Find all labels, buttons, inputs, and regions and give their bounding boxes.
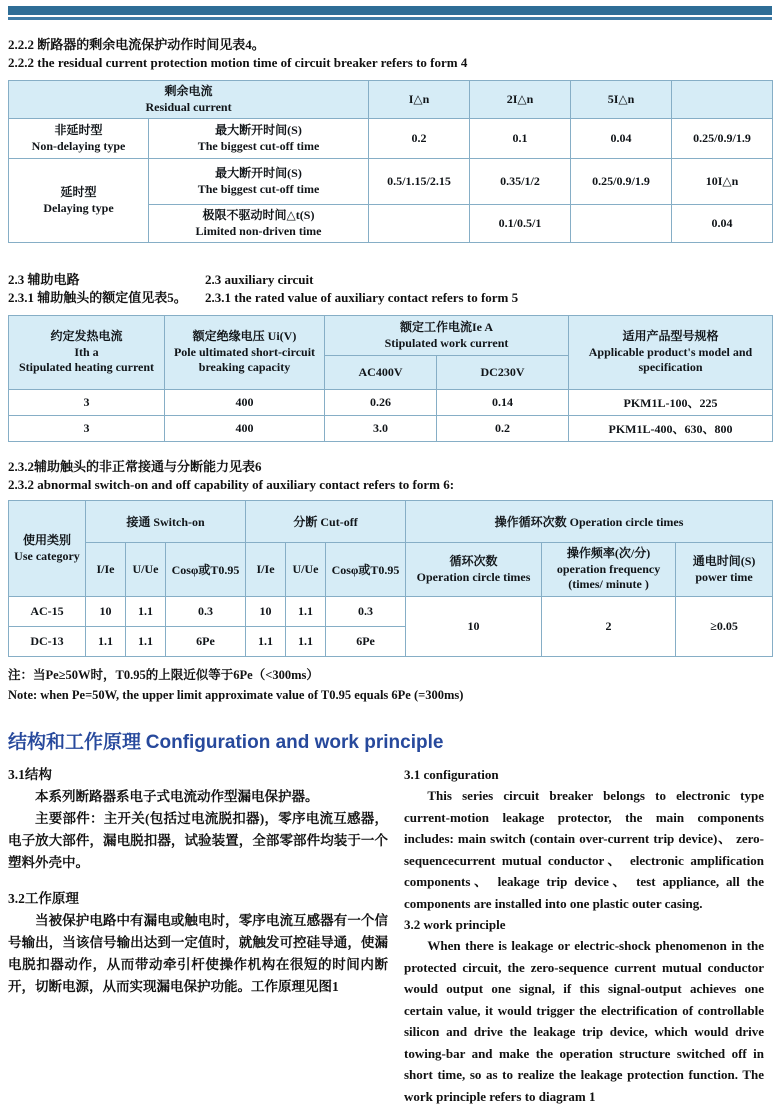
table-cell: DC230V bbox=[437, 356, 569, 390]
heading-zh: 2.3 辅助电路 bbox=[8, 272, 80, 287]
table-cell: 0.04 bbox=[672, 205, 773, 243]
cell-text-en: Delaying type bbox=[43, 200, 114, 215]
table-cell bbox=[9, 501, 86, 597]
table-cell: U/Ue bbox=[126, 543, 166, 597]
table-cell bbox=[676, 543, 773, 597]
table-cell: 10I△n bbox=[672, 159, 773, 205]
table-row bbox=[9, 597, 773, 627]
table-cell: PKM1L-100、225 bbox=[569, 390, 773, 416]
table-cell: 3 bbox=[9, 390, 165, 416]
auxiliary-capability-table bbox=[8, 500, 773, 657]
table-cell bbox=[149, 119, 369, 159]
table-cell: 2 bbox=[542, 597, 676, 657]
paragraph: When there is leakage or electric-shock phenomenon in the protected circuit, the zero-sequence current mutual conductor would output one signal, if this signal-output achieves one certain value, it would trigger the electrification of controllable silicon and drive the leakage trip device, which would drive towing-bar and make the operation structure switched off in short time, so as to realize the leakage protection function. The work principle refers to diagram 1 bbox=[404, 938, 764, 1104]
cell-text-en: Pole ultimated short-circuit breaking capacity bbox=[173, 344, 316, 375]
table-cell bbox=[165, 316, 325, 390]
table-cell: 400 bbox=[165, 390, 325, 416]
table-cell: 10 bbox=[86, 597, 126, 627]
table-cell bbox=[9, 81, 369, 119]
table-cell: 1.1 bbox=[286, 627, 326, 657]
cell-text: Ith a bbox=[74, 344, 99, 359]
table-header-row bbox=[9, 81, 773, 119]
table-cell: 6Pe bbox=[326, 627, 406, 657]
cell-text-en: Stipulated heating current bbox=[18, 360, 155, 375]
cell-text-en: Non-delaying type bbox=[31, 138, 126, 153]
table-cell bbox=[569, 316, 773, 390]
table-note bbox=[8, 665, 772, 705]
residual-current-table bbox=[8, 80, 773, 243]
paragraph: 当被保护电路中有漏电或触电时，零序电流互感器有一个信号输出，当该信号输出达到一定值时，就触发可控硅导通，使漏电脱扣器动作，从而带动牵引杆使操作机构在很短的时间内断开，切断电源，从而实现漏电保护功能。工作原理见图1 bbox=[8, 913, 388, 994]
table-cell: 0.2 bbox=[369, 119, 470, 159]
heading-zh: 2.2.2 断路器的剩余电流保护动作时间见表4。 bbox=[8, 37, 265, 52]
heading-en: 2.3 auxiliary circuit bbox=[205, 272, 314, 287]
table-cell: 0.1 bbox=[470, 119, 571, 159]
table-cell bbox=[571, 205, 672, 243]
cell-text-zh: 最大断开时间(S) bbox=[215, 165, 302, 180]
table-cell: 1.1 bbox=[126, 627, 166, 657]
paragraph: 主要部件：主开关(包括过电流脱扣器)，零序电流互感器，电子放大部件，漏电脱扣器，试验装置，全部零部件均装于一个塑料外壳中。 bbox=[8, 811, 388, 870]
table-cell: I/Ie bbox=[86, 543, 126, 597]
section-2-3-2-heading bbox=[8, 458, 772, 494]
table-cell: 0.3 bbox=[166, 597, 246, 627]
cell-text-zh: 通电时间(S) bbox=[692, 553, 756, 568]
table-cell: 接通 Switch-on bbox=[86, 501, 246, 543]
heading-en: 2.3.2 abnormal switch-on and off capability of auxiliary contact refers to form 6: bbox=[8, 477, 455, 492]
table-cell: DC-13 bbox=[9, 627, 86, 657]
column-chinese bbox=[8, 764, 388, 1107]
table-cell: 操作循环次数 Operation circle times bbox=[406, 501, 773, 543]
cell-text-zh: 剩余电流 bbox=[164, 83, 213, 98]
cell-text-zh: 非延时型 bbox=[54, 122, 103, 137]
table-cell bbox=[542, 543, 676, 597]
note-en: Note: when Pe=50W, the upper limit approximate value of T0.95 equals 6Pe (=300ms) bbox=[8, 688, 464, 702]
top-decorative-line bbox=[8, 17, 772, 20]
note-zh: 注：当Pe≥50W时，T0.95的上限近似等于6Pe（<300ms） bbox=[8, 668, 319, 682]
cell-text-zh: 约定发热电流 bbox=[50, 329, 123, 344]
table-cell: 3.0 bbox=[325, 416, 437, 442]
table-cell bbox=[9, 159, 149, 243]
heading-zh: 2.3.2辅助触头的非正常接通与分断能力见表6 bbox=[8, 459, 262, 474]
cell-text-en: The biggest cut-off time bbox=[197, 181, 320, 196]
paragraph: 本系列断路器系电子式电流动作型漏电保护器。 bbox=[35, 789, 319, 804]
document-page bbox=[0, 6, 780, 1107]
auxiliary-rated-table bbox=[8, 315, 773, 442]
heading-en: 2.2.2 the residual current protection motion time of circuit breaker refers to form 4 bbox=[8, 55, 468, 70]
table-cell: 0.26 bbox=[325, 390, 437, 416]
table-header-row bbox=[9, 543, 773, 597]
paragraph: This series circuit breaker belongs to electronic type current-motion leakage protector, the main components includes: main switch (contain over-current trip device)、 zero-sequencecurrent mutual conductor、 electronic amplification components、 leakage trip device、 test appliance, all the components are installed into one plastic outer casing. bbox=[404, 788, 764, 911]
section-3-body bbox=[8, 764, 772, 1107]
table-cell: I/Ie bbox=[246, 543, 286, 597]
table-cell: 10 bbox=[406, 597, 542, 657]
cell-text-en: Limited non-driven time bbox=[195, 223, 322, 238]
cell-text-zh: 操作频率(次/分) bbox=[566, 546, 651, 561]
section-2-2-2-heading bbox=[8, 36, 772, 72]
cell-text-en: The biggest cut-off time bbox=[197, 138, 320, 153]
table-cell: 400 bbox=[165, 416, 325, 442]
table-cell: 3 bbox=[9, 416, 165, 442]
table-header-row bbox=[9, 501, 773, 543]
table-row bbox=[9, 390, 773, 416]
table-cell: 0.04 bbox=[571, 119, 672, 159]
table-cell: 0.3 bbox=[326, 597, 406, 627]
cell-text-en: operation frequency (times/ minute ) bbox=[556, 561, 661, 592]
table-cell: U/Ue bbox=[286, 543, 326, 597]
page-title-en: Configuration and work principle bbox=[145, 732, 444, 753]
table-cell: 5I△n bbox=[571, 81, 672, 119]
column-english bbox=[404, 764, 764, 1107]
subheading-3-1-en: 3.1 configuration bbox=[404, 767, 499, 782]
table-cell: AC-15 bbox=[9, 597, 86, 627]
table-cell: 6Pe bbox=[166, 627, 246, 657]
cell-text-en: Stipulated work current bbox=[384, 335, 509, 350]
page-title-zh: 结构和工作原理 bbox=[8, 732, 142, 753]
heading-zh: 2.3.1 辅助触头的额定值见表5。 bbox=[8, 290, 187, 305]
table-cell bbox=[9, 316, 165, 390]
table-cell: 10 bbox=[246, 597, 286, 627]
table-cell: 1.1 bbox=[246, 627, 286, 657]
table-cell bbox=[9, 119, 149, 159]
table-row bbox=[9, 119, 773, 159]
table-cell: 0.1/0.5/1 bbox=[470, 205, 571, 243]
table-cell bbox=[149, 205, 369, 243]
cell-text-zh: 极限不驱动时间△t(S) bbox=[202, 207, 315, 222]
subheading-3-2-en: 3.2 work principle bbox=[404, 917, 506, 932]
table-cell: 0.25/0.9/1.9 bbox=[571, 159, 672, 205]
subheading-3-1-zh: 3.1结构 bbox=[8, 767, 52, 782]
table-cell: I△n bbox=[369, 81, 470, 119]
table-cell: 0.2 bbox=[437, 416, 569, 442]
table-cell bbox=[325, 316, 569, 356]
heading-en: 2.3.1 the rated value of auxiliary contact refers to form 5 bbox=[205, 290, 519, 305]
cell-text-en: Applicable product's model and specification bbox=[588, 344, 753, 375]
cell-text-zh: 额定绝缘电压 Ui(V) bbox=[192, 329, 297, 344]
subheading-3-2-zh: 3.2工作原理 bbox=[8, 891, 79, 906]
cell-text-en: power time bbox=[695, 569, 753, 584]
cell-text-zh: 适用产品型号规格 bbox=[622, 329, 719, 344]
table-cell bbox=[369, 205, 470, 243]
cell-text-en: Residual current bbox=[145, 99, 232, 114]
table-cell: 1.1 bbox=[126, 597, 166, 627]
table-header-row bbox=[9, 316, 773, 356]
table-cell: 2I△n bbox=[470, 81, 571, 119]
page-title bbox=[8, 727, 772, 754]
table-cell: ≥0.05 bbox=[676, 597, 773, 657]
table-cell bbox=[672, 81, 773, 119]
table-cell bbox=[149, 159, 369, 205]
table-cell: 0.5/1.15/2.15 bbox=[369, 159, 470, 205]
table-cell: 1.1 bbox=[86, 627, 126, 657]
heading-pair bbox=[8, 289, 772, 307]
heading-pair bbox=[8, 271, 772, 289]
table-cell: Cosφ或T0.95 bbox=[326, 543, 406, 597]
cell-text-en: Operation circle times bbox=[416, 569, 531, 584]
table-cell: PKM1L-400、630、800 bbox=[569, 416, 773, 442]
cell-text-en: Use category bbox=[14, 548, 80, 563]
cell-text-zh: 循环次数 bbox=[449, 553, 498, 568]
table-cell bbox=[406, 543, 542, 597]
table-cell: AC400V bbox=[325, 356, 437, 390]
table-row bbox=[9, 159, 773, 205]
table-cell: Cosφ或T0.95 bbox=[166, 543, 246, 597]
table-cell: 分断 Cut-off bbox=[246, 501, 406, 543]
section-2-3-heading bbox=[8, 271, 772, 307]
cell-text-zh: 使用类别 bbox=[22, 532, 71, 547]
table-row bbox=[9, 416, 773, 442]
cell-text-zh: 额定工作电流Ie A bbox=[399, 319, 493, 334]
table-cell: 0.14 bbox=[437, 390, 569, 416]
top-decorative-bar bbox=[8, 6, 772, 15]
table-cell: 0.25/0.9/1.9 bbox=[672, 119, 773, 159]
cell-text-zh: 最大断开时间(S) bbox=[215, 122, 302, 137]
table-cell: 1.1 bbox=[286, 597, 326, 627]
table-cell: 0.35/1/2 bbox=[470, 159, 571, 205]
cell-text-zh: 延时型 bbox=[60, 184, 97, 199]
